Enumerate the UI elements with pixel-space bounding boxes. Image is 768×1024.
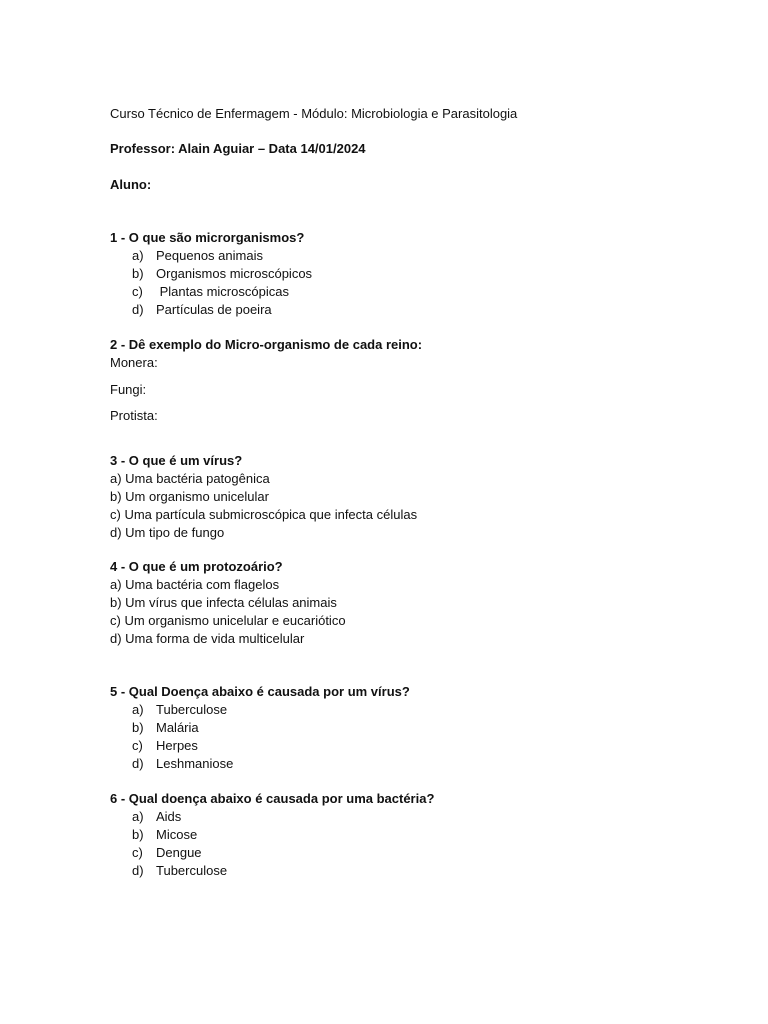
question-1-title: 1 - O que são microrganismos? — [110, 230, 305, 245]
kingdom-protista: Protista: — [110, 408, 158, 423]
question-5 — [110, 683, 710, 773]
question-2-title: 2 - Dê exemplo do Micro-organismo de cada reino: — [110, 337, 423, 352]
professor-date-line — [110, 140, 710, 158]
question-3-option-c: c) Uma partícula submicroscópica que infecta células — [110, 507, 418, 522]
question-1-option-a: a) Pequenos animais — [132, 248, 263, 263]
course-title-text: Curso Técnico de Enfermagem - Módulo: Microbiologia e Parasitologia — [110, 106, 518, 121]
question-5-option-a: a) Tuberculose — [132, 702, 228, 717]
question-3 — [110, 452, 710, 542]
question-5-option-b: b) Malária — [132, 720, 199, 735]
question-1-option-c: c) Plantas microscópicas — [132, 284, 289, 299]
question-3-option-b: b) Um organismo unicelular — [110, 489, 269, 504]
question-6-option-b: b) Micose — [132, 827, 198, 842]
kingdom-fungi: Fungi: — [110, 382, 147, 397]
question-4-option-d: d) Uma forma de vida multicelular — [110, 631, 305, 646]
question-5-option-d: d) Leshmaniose — [132, 756, 234, 771]
question-4-option-a: a) Uma bactéria com flagelos — [110, 577, 280, 592]
question-6-title: 6 - Qual doença abaixo é causada por uma bactéria? — [110, 791, 435, 806]
student-label: Aluno: — [110, 177, 152, 192]
question-4-option-b: b) Um vírus que infecta células animais — [110, 595, 337, 610]
question-2 — [110, 336, 710, 425]
question-5-title: 5 - Qual Doença abaixo é causada por um vírus? — [110, 684, 410, 699]
question-4-title: 4 - O que é um protozoário? — [110, 559, 283, 574]
course-title — [110, 105, 710, 123]
professor-date-text: Professor: Alain Aguiar – Data 14/01/2024 — [110, 141, 366, 156]
question-1-option-b: b) Organismos microscópicos — [132, 266, 313, 281]
question-3-option-a: a) Uma bactéria patogênica — [110, 471, 270, 486]
question-6-option-a: a) Aids — [132, 809, 182, 824]
question-1 — [110, 229, 710, 319]
question-6-option-d: d) Tuberculose — [132, 863, 228, 878]
question-3-title: 3 - O que é um vírus? — [110, 453, 243, 468]
student-name-field — [110, 176, 710, 194]
question-5-option-c: c) Herpes — [132, 738, 198, 753]
question-6-option-c: c) Dengue — [132, 845, 202, 860]
kingdom-monera: Monera: — [110, 355, 158, 370]
question-3-option-d: d) Um tipo de fungo — [110, 525, 225, 540]
question-6 — [110, 790, 710, 880]
question-4-option-c: c) Um organismo unicelular e eucariótico — [110, 613, 346, 628]
question-1-option-d: d) Partículas de poeira — [132, 302, 272, 317]
question-4 — [110, 558, 710, 648]
